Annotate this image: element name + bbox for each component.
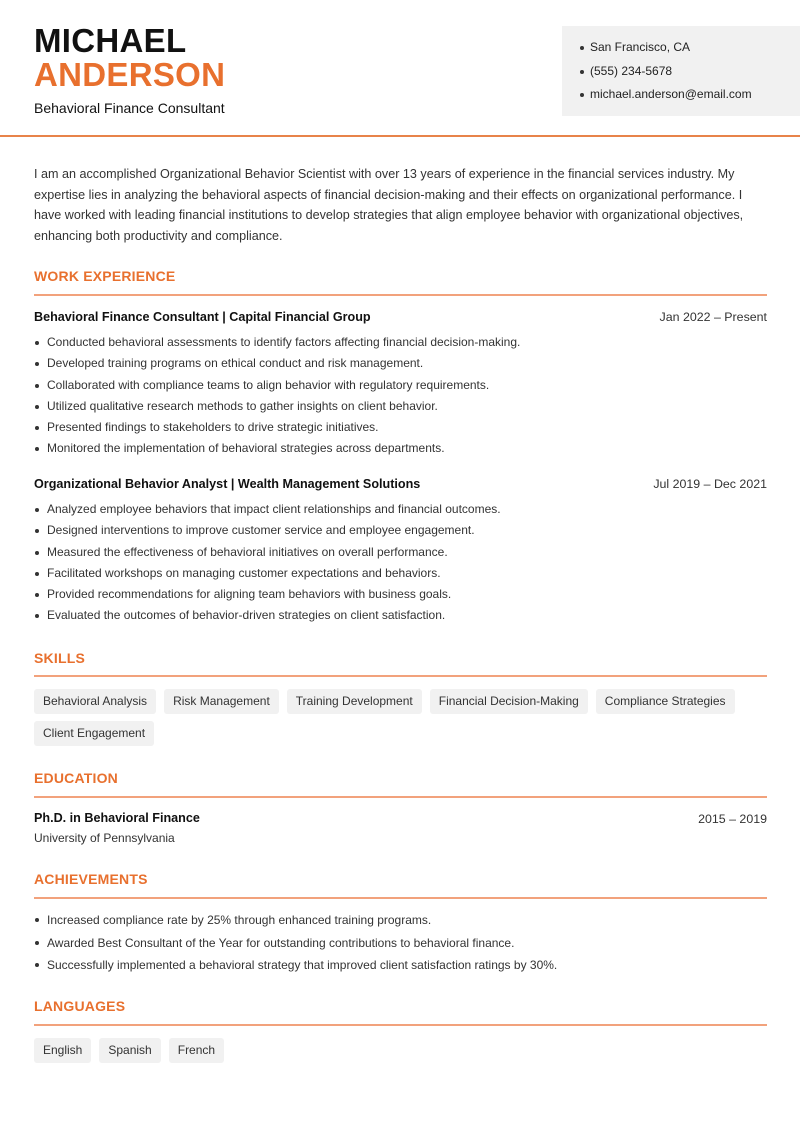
list-item: Collaborated with compliance teams to align behavior with regulatory requirements. [34, 375, 767, 396]
contact-location: San Francisco, CA [580, 36, 800, 60]
list-item: Conducted behavioral assessments to identify factors affecting financial decision-making. [34, 332, 767, 353]
education-school: University of Pennsylvania [34, 831, 175, 845]
section-title-achievements: ACHIEVEMENTS [34, 871, 148, 887]
section-divider [34, 1024, 767, 1026]
list-item: Facilitated workshops on managing customer expectations and behaviors. [34, 563, 767, 584]
section-divider [34, 675, 767, 677]
job-title: Behavioral Finance Consultant [34, 100, 225, 116]
skill-chip: Client Engagement [34, 721, 154, 746]
section-title-languages: LANGUAGES [34, 998, 126, 1014]
last-name: ANDERSON [34, 56, 226, 93]
languages-list [34, 1038, 774, 1063]
summary-paragraph: I am an accomplished Organizational Behavior Scientist with over 13 years of experience in the financial services industry. My expertise lies in analyzing the behavioral aspects of financial decision-making and their effects on organizational performance. I have worked with leading financial institutions to develop strategies that align employee behavior with organizational objectives, enhancing both productivity and compliance. [34, 167, 744, 243]
list-item: Awarded Best Consultant of the Year for outstanding contributions to behavioral finance. [34, 932, 767, 955]
section-title-work: WORK EXPERIENCE [34, 268, 176, 284]
job-dates: Jul 2019 – Dec 2021 [653, 477, 767, 491]
list-item: Provided recommendations for aligning team behaviors with business goals. [34, 584, 767, 605]
section-title-skills: SKILLS [34, 650, 85, 666]
list-item: Developed training programs on ethical conduct and risk management. [34, 353, 767, 374]
list-item: Presented findings to stakeholders to drive strategic initiatives. [34, 417, 767, 438]
job-bullets [34, 499, 767, 627]
first-name: MICHAEL [34, 22, 187, 59]
list-item: Monitored the implementation of behavioral strategies across departments. [34, 438, 767, 459]
education-degree: Ph.D. in Behavioral Finance [34, 811, 200, 825]
list-item: Evaluated the outcomes of behavior-driven strategies on client satisfaction. [34, 605, 767, 626]
skill-chip: Compliance Strategies [596, 689, 735, 714]
contact-phone: (555) 234-5678 [580, 60, 800, 84]
list-item: Analyzed employee behaviors that impact client relationships and financial outcomes. [34, 499, 767, 520]
section-divider [34, 294, 767, 296]
skills-list [34, 689, 774, 746]
section-divider [34, 897, 767, 899]
section-divider [34, 796, 767, 798]
skill-chip: Training Development [287, 689, 422, 714]
job-role: Behavioral Finance Consultant | Capital Financial Group [34, 310, 371, 324]
list-item: Utilized qualitative research methods to gather insights on client behavior. [34, 396, 767, 417]
language-chip: French [169, 1038, 224, 1063]
list-item: Increased compliance rate by 25% through enhanced training programs. [34, 909, 767, 932]
language-chip: English [34, 1038, 91, 1063]
contact-email: michael.anderson@email.com [580, 83, 800, 107]
education-dates: 2015 – 2019 [698, 812, 767, 826]
language-chip: Spanish [99, 1038, 160, 1063]
job-role: Organizational Behavior Analyst | Wealth Management Solutions [34, 477, 421, 491]
achievement-bullets [34, 909, 767, 977]
resume-header [0, 0, 800, 137]
list-item: Successfully implemented a behavioral strategy that improved client satisfaction ratings by 30%. [34, 954, 767, 977]
skill-chip: Risk Management [164, 689, 279, 714]
job-heading [34, 477, 767, 491]
job-dates: Jan 2022 – Present [659, 310, 767, 324]
job-bullets [34, 332, 767, 460]
section-title-education: EDUCATION [34, 770, 118, 786]
list-item: Measured the effectiveness of behavioral initiatives on overall performance. [34, 542, 767, 563]
job-heading [34, 310, 767, 324]
list-item: Designed interventions to improve customer service and employee engagement. [34, 520, 767, 541]
skill-chip: Financial Decision-Making [430, 689, 588, 714]
skill-chip: Behavioral Analysis [34, 689, 156, 714]
contact-box [562, 26, 800, 116]
